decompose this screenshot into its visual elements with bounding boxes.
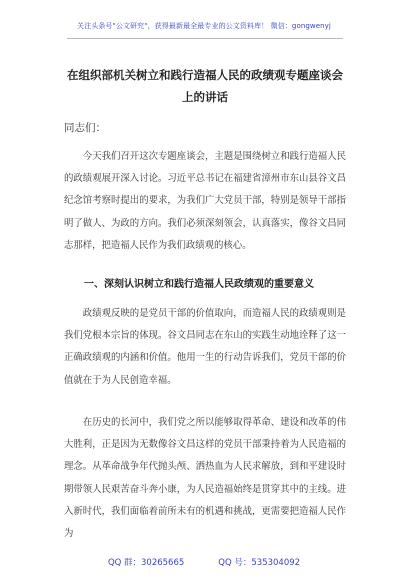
footer-qq-number: QQ 号：535304092: [218, 558, 301, 568]
header-promo-banner: 关注头条号"公文研究"，获得最新最全最专业的公文资料库！ 微信：gongwenyj: [77, 22, 331, 30]
section-heading: 一、深刻认识树立和践行造福人民政绩观的重要意义: [84, 279, 314, 290]
footer-qq-group: QQ 群：30265665: [107, 558, 185, 568]
header-divider: [67, 38, 343, 39]
section-paragraph-1: 政绩观反映的是党员干部的价值取向，而造福人民的政绩观则是我们党根本宗旨的体现。谷文昌同志在东山的实践生动地诠释了这一正确政绩观的内涵和价值。他用一生的行动告诉我们，党员干部的价值就在于为人民创造幸福。: [64, 308, 346, 386]
footer-contact-banner: [0, 556, 408, 568]
section-paragraph-2: 在历史的长河中，我们党之所以能够取得革命、建设和改革的伟大胜利，正是因为无数像谷文昌这样的党员干部秉持着为人民造福的理念。从革命战争年代抛头颅、洒热血为人民求解放，到和平建设时期带领人民艰苦奋斗奔小康，为人民造福始终是贯穿其中的主线。进入新时代，我们面临着前所未有的机遇和挑战，更需要把造福人民作为: [64, 417, 346, 540]
document-title: 在组织部机关树立和践行造福人民的政绩观专题座谈会上的讲话: [67, 68, 343, 104]
salutation: 同志们：: [64, 122, 106, 134]
opening-paragraph: 今天我们召开这次专题座谈会，主题是围绕树立和践行造福人民的政绩观展开深入讨论。习近平总书记在福建省漳州市东山县谷文昌纪念馆考察时提出的要求，为我们广大党员干部，特别是领导干部指明了做人、为政的方向。我们必须深刻领会，认真落实，像谷文昌同志那样，把造福人民作为我们政绩观的核心。: [64, 151, 346, 251]
